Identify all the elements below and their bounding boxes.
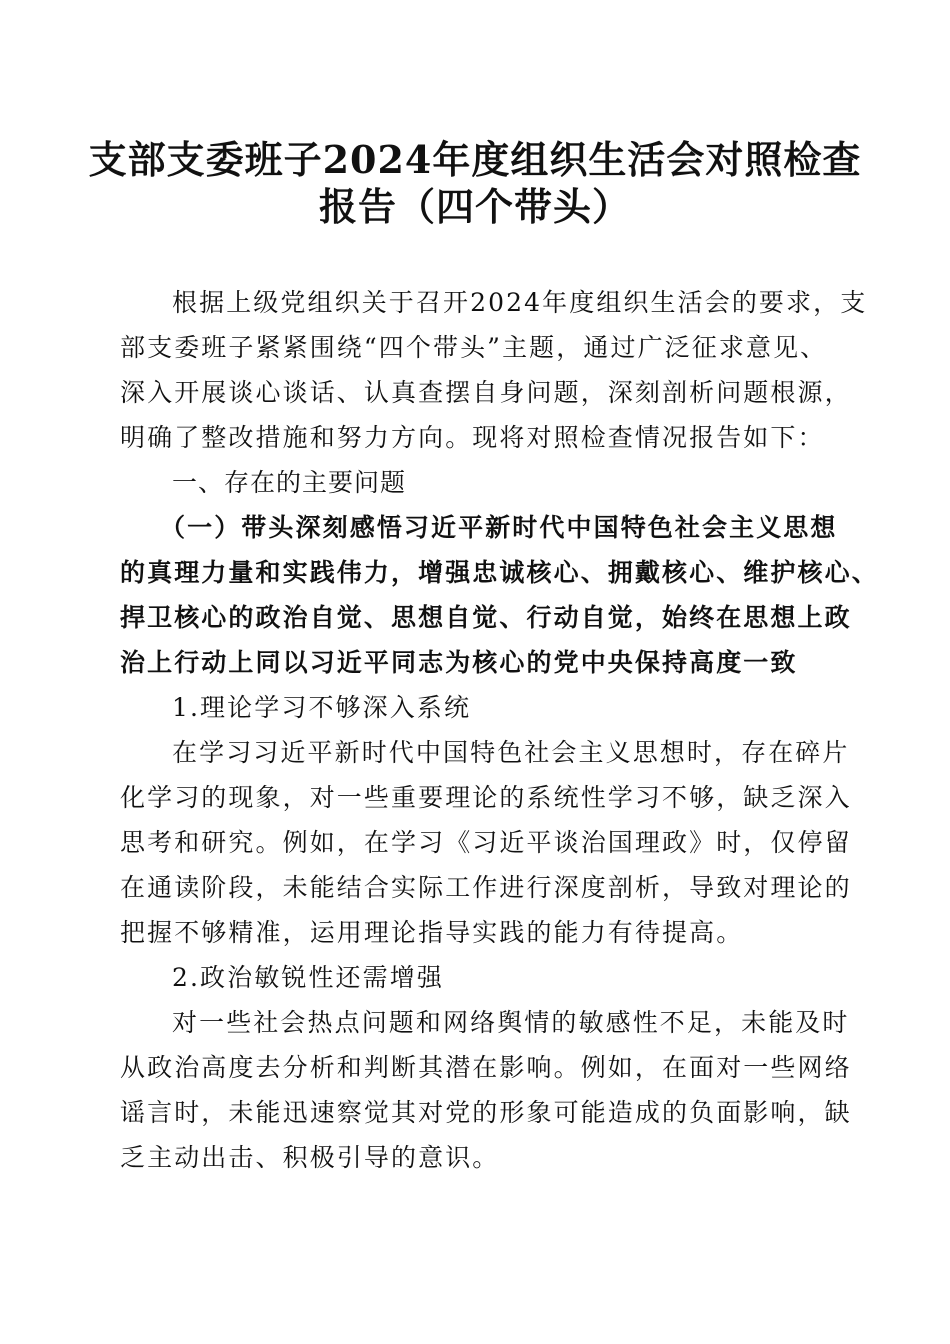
paragraph-intro-line-2: 部支委班子紧紧围绕“四个带头”主题，通过广泛征求意见、 — [120, 333, 828, 362]
item-heading-2: 2.政治敏锐性还需增强 — [172, 963, 444, 992]
item-1-paragraph-line-1: 在学习习近平新时代中国特色社会主义思想时，存在碎片 — [172, 738, 850, 767]
item-2-paragraph-line-2: 从政治高度去分析和判断其潜在影响。例如，在面对一些网络 — [120, 1053, 852, 1082]
subsection-heading-1-line-3: 捍卫核心的政治自觉、思想自觉、行动自觉，始终在思想上政 — [120, 603, 852, 632]
item-1-paragraph-line-5: 把握不够精准，运用理论指导实践的能力有待提高。 — [120, 918, 744, 947]
item-1-paragraph-line-2: 化学习的现象，对一些重要理论的系统性学习不够，缺乏深入 — [120, 783, 852, 812]
item-1-paragraph-line-3: 思考和研究。例如，在学习《习近平谈治国理政》时，仅停留 — [120, 828, 852, 857]
paragraph-intro-line-1: 根据上级党组织关于召开2024年度组织生活会的要求，支 — [172, 288, 868, 317]
section-heading-1: 一、存在的主要问题 — [172, 468, 407, 497]
item-2-paragraph-line-4: 乏主动出击、积极引导的意识。 — [120, 1143, 500, 1172]
item-1-paragraph-line-4: 在通读阶段，未能结合实际工作进行深度剖析，导致对理论的 — [120, 873, 852, 902]
paragraph-intro-line-3: 深入开展谈心谈话、认真查摆自身问题，深刻剖析问题根源， — [120, 378, 852, 407]
subsection-heading-1-line-2: 的真理力量和实践伟力，增强忠诚核心、拥戴核心、维护核心、 — [120, 558, 879, 587]
subsection-heading-1-line-1: （一）带头深刻感悟习近平新时代中国特色社会主义思想 — [160, 513, 838, 542]
document-title-line-1: 支部支委班子2024年度组织生活会对照检查 — [88, 137, 862, 182]
item-2-paragraph-line-1: 对一些社会热点问题和网络舆情的敏感性不足，未能及时 — [172, 1008, 850, 1037]
document-body — [120, 280, 879, 1180]
item-2-paragraph-line-3: 谣言时，未能迅速察觉其对党的形象可能造成的负面影响，缺 — [120, 1098, 852, 1127]
item-heading-1: 1.理论学习不够深入系统 — [172, 693, 472, 722]
paragraph-intro-line-4: 明确了整改措施和努力方向。现将对照检查情况报告如下： — [120, 423, 825, 452]
document-title-line-2: 报告（四个带头） — [318, 184, 631, 229]
subsection-heading-1-line-4: 治上行动上同以习近平同志为核心的党中央保持高度一致 — [120, 648, 798, 677]
